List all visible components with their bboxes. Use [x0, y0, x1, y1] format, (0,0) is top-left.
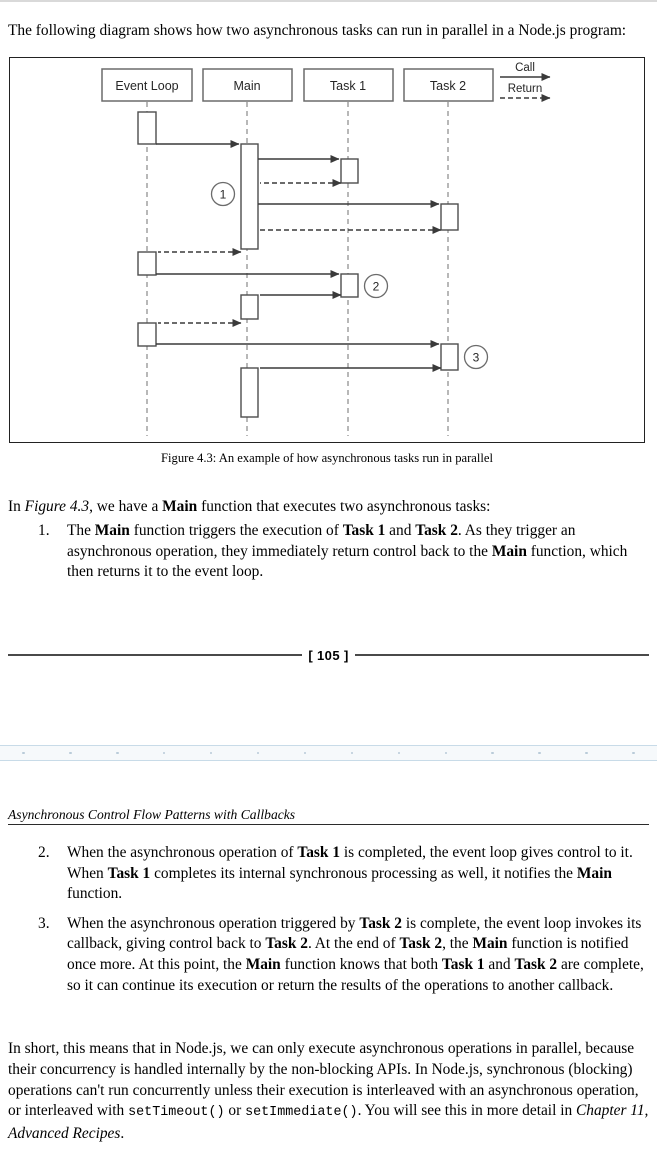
bold-term: Task 1	[107, 864, 151, 882]
text-run: completes its internal synchronous processing as well, it notifies the	[150, 864, 577, 882]
activation-task-1-1	[341, 159, 358, 183]
paragraph-in-short	[8, 1039, 649, 1144]
text-run: When the asynchronous operation triggered by	[67, 914, 360, 932]
participant-boxes	[102, 69, 493, 101]
text-run: function.	[67, 885, 123, 903]
bold-term: Task 1	[342, 522, 386, 539]
participant-label-main: Main	[233, 79, 261, 93]
page-break-separator	[0, 742, 657, 764]
page-break-dot	[257, 752, 260, 755]
numbered-list-page-105	[8, 521, 649, 592]
activation-event-loop-3	[138, 323, 156, 346]
bold-term: Task 2	[415, 522, 458, 539]
activation-event-loop-2	[138, 252, 156, 275]
messages	[156, 144, 441, 368]
legend-return-label: Return	[507, 83, 543, 95]
step-marker-1-label: 1	[219, 187, 227, 202]
list-item-number: 1.	[38, 522, 50, 539]
text-run: When the asynchronous operation of	[67, 844, 298, 861]
text-run: is completed, the event loop gives control to it. When	[67, 844, 633, 882]
bold-term: Main	[491, 542, 527, 560]
page-break-dot	[585, 752, 588, 755]
bold-term: Task 2	[265, 935, 308, 953]
bold-term: Main	[576, 864, 612, 882]
page-break-dots	[0, 751, 657, 755]
page-break-dot	[69, 752, 72, 755]
intro-paragraph: The following diagram shows how two asynchronous tasks can run in parallel in a Node.js program:	[8, 22, 627, 40]
text-run: .	[120, 1124, 125, 1142]
text-run: , the	[442, 935, 473, 953]
text-run: In short, this means that in Node.js, we can only execute asynchronous operations in parallel, because their concurrency is handled internally by the non-blocking APIs. In Node.js, synchronous (blocking) operations can't run concurrently unless their execution is interleaved with an asynchronous operation, or interleaved with	[8, 1040, 639, 1120]
italic-term: Chapter 11, Advanced Recipes	[8, 1102, 649, 1142]
bold-term: Task 2	[359, 914, 402, 932]
page-break-dot	[304, 752, 307, 755]
list-item-text	[67, 522, 627, 580]
text-run: . At the end of	[307, 935, 400, 953]
page-break-dot	[398, 752, 401, 755]
intro2-tail: function that executes two asynchronous tasks:	[197, 498, 491, 516]
activation-main-2	[241, 295, 258, 319]
activation-task-1-2	[341, 274, 358, 297]
text-run: The	[67, 522, 95, 539]
step-marker-2-label: 2	[372, 279, 380, 294]
intro2-prefix: In	[8, 498, 25, 516]
page-break-dot	[632, 752, 635, 755]
participant-label-task-2: Task 2	[429, 79, 467, 93]
text-run: . You will see this in more detail in	[357, 1102, 577, 1120]
page-footer	[8, 645, 649, 665]
list-item-text	[67, 915, 644, 994]
list-item-text	[67, 844, 633, 902]
page-break-dot	[22, 752, 25, 755]
figure-sequence-diagram	[9, 57, 645, 443]
participant-label-event-loop: Event Loop	[115, 79, 179, 93]
text-run: . As they trigger an asynchronous operation, they immediately return control back to the	[67, 522, 576, 560]
page-break-dot	[538, 752, 541, 755]
text-run: and	[484, 955, 515, 973]
footer-rule-right	[355, 654, 649, 655]
bold-term: Task 1	[297, 844, 341, 861]
bold-term: Main	[472, 935, 508, 953]
text-run: function knows that both	[280, 955, 442, 973]
text-run: function triggers the execution of	[129, 522, 343, 539]
activation-task-2-2	[441, 344, 458, 370]
step-marker-3-label: 3	[472, 350, 480, 365]
bold-term: Task 1	[441, 955, 485, 973]
list-item	[8, 521, 649, 583]
code-term: setTimeout()	[128, 1105, 225, 1121]
page-break-dot	[163, 752, 166, 755]
running-header-rule	[8, 824, 649, 825]
numbered-list-page-106	[8, 843, 649, 1005]
code-term: setImmediate()	[245, 1105, 358, 1121]
paragraph-figure-reference	[8, 497, 649, 518]
lifelines-group	[147, 102, 448, 436]
bold-term: Task 2	[399, 935, 443, 953]
list-item-number: 2.	[38, 844, 50, 861]
intro2-bold-main: Main	[162, 498, 198, 516]
text-run: is complete, the event loop invokes its callback, giving control back to	[67, 914, 642, 953]
intro2-rest: , we have a	[89, 498, 163, 516]
page-top-rule	[0, 0, 657, 2]
diagram-legend	[500, 62, 550, 98]
activation-task-2-1	[441, 204, 458, 230]
intro2-figure-ref: Figure 4.3	[24, 498, 90, 516]
page-break-dot	[210, 752, 213, 755]
activation-main-3	[241, 368, 258, 417]
list-item	[8, 843, 649, 905]
bold-term: Task 2	[514, 955, 558, 973]
activation-event-loop-1	[138, 112, 156, 144]
activation-bars	[138, 112, 458, 417]
page-number: [ 105 ]	[308, 647, 349, 663]
sequence-diagram-svg	[10, 58, 644, 442]
list-item	[8, 914, 649, 996]
running-header	[8, 806, 649, 825]
page-break-dot	[351, 752, 354, 755]
figure-caption: Figure 4.3: An example of how asynchronous tasks run in parallel	[161, 451, 493, 465]
text-run: and	[385, 522, 416, 539]
bold-term: Main	[245, 955, 281, 973]
text-run: are complete, so it can continue its execution or return the results of the operations to another callback.	[67, 955, 644, 994]
legend-call-label: Call	[515, 62, 535, 74]
text-run: function is notified once more. At this point, the	[67, 935, 629, 973]
running-header-text: Asynchronous Control Flow Patterns with Callbacks	[8, 807, 296, 822]
list-item-number: 3.	[38, 914, 50, 932]
page-break-dot	[491, 752, 494, 755]
bold-term: Main	[94, 522, 130, 539]
participant-label-task-1: Task 1	[329, 79, 367, 93]
text-run: or	[224, 1102, 246, 1120]
page-break-dot	[116, 752, 119, 755]
footer-rule-left	[8, 654, 302, 655]
page-break-dot	[445, 752, 448, 755]
text-run: function, which then returns it to the event loop.	[67, 542, 628, 581]
activation-main-1	[241, 144, 258, 249]
